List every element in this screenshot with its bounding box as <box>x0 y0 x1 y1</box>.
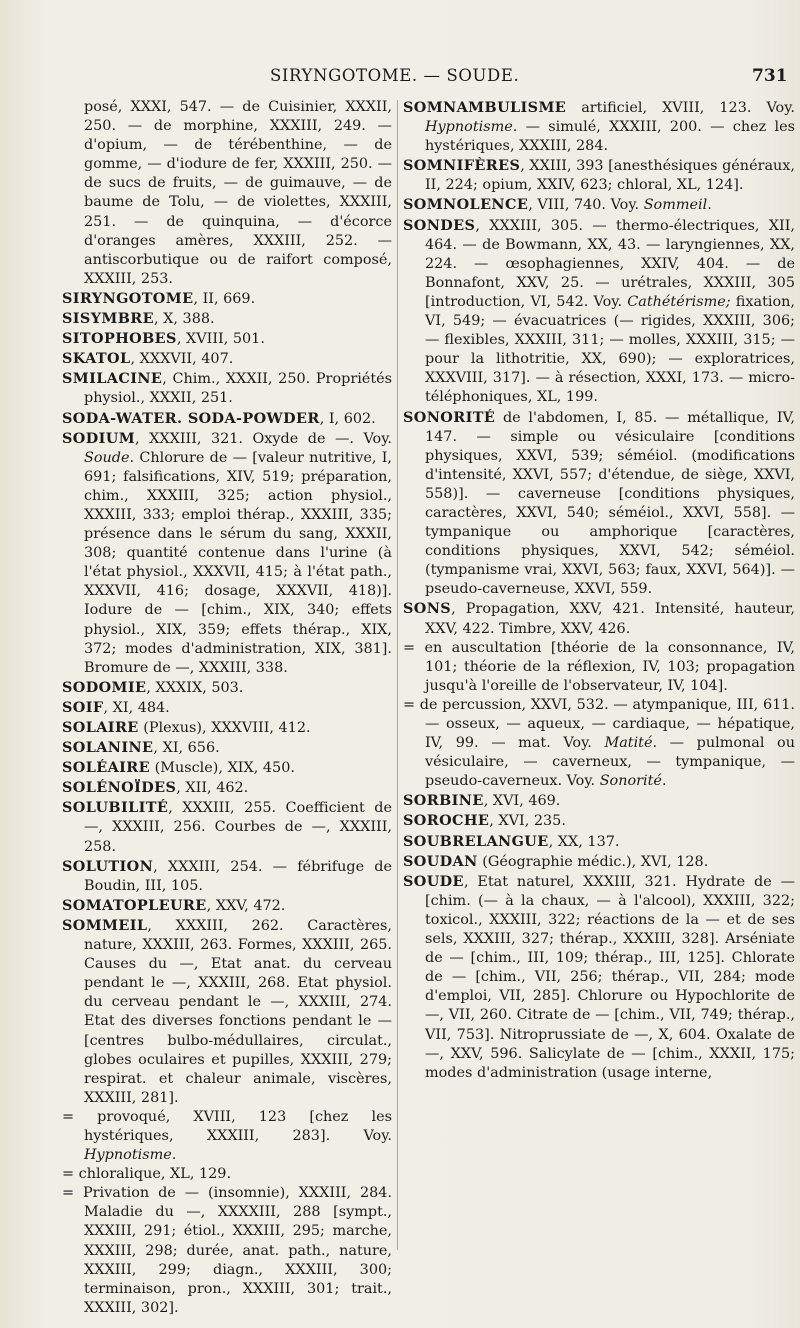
index-entry <box>62 857 392 896</box>
entry-headword: SOROCHE <box>403 812 490 830</box>
entry-text: , X, 388. <box>154 311 215 328</box>
entry-headword: SOLUTION <box>62 857 154 875</box>
index-entry <box>403 832 795 852</box>
entry-text: . <box>171 1147 177 1164</box>
entry-text: (Muscle), XIX, 450. <box>150 760 295 777</box>
page-header <box>0 66 800 90</box>
index-entry <box>403 156 795 195</box>
entry-text: , XXXIX, 503. <box>146 679 244 696</box>
entry-headword: SOMMEIL <box>62 916 148 934</box>
entry-text: , XXXVII, 407. <box>130 351 234 368</box>
running-title: SIRYNGOTOME. — SOUDE. <box>270 66 520 85</box>
entry-text: artificiel, XVIII, 123. Voy. <box>566 100 795 116</box>
entry-text: (Géographie médic.), XVI, 128. <box>477 853 709 870</box>
index-entry <box>62 429 392 678</box>
entry-text: fixation, VI, 549; — évacuatrices (— rigides, XXXIII, 306; — flexibles, XXXIII, 311; — molles, XXXIII, 315; — pour la lithotritie, XX, 690); — exploratrices, XXXVIII, 317]. — à résection, XXXI, 173. — micro-téléphoniques, XL, 199. <box>425 293 795 406</box>
index-entry <box>62 678 392 698</box>
entry-headword: SONORITÉ <box>403 408 496 426</box>
entry-text: . <box>661 773 667 790</box>
entry-text: = de percussion, XXVI, 532. — atympanique, III, 611. — osseux, — aqueux, — cardiaque, — hépatique, IV, 99. — mat. Voy. <box>403 696 795 752</box>
index-entry <box>403 872 795 1083</box>
entry-text: , XI, 656. <box>153 740 220 757</box>
index-entry <box>62 349 392 369</box>
index-entry <box>62 698 392 718</box>
index-entry <box>62 1108 392 1165</box>
entry-headword: SONS <box>403 600 452 618</box>
entry-text: , VIII, 740. Voy. <box>528 197 644 214</box>
entry-headword: SODOMIE <box>62 678 147 696</box>
entry-text: , XXXIII, 254. — fébrifuge de Boudin, III, 105. <box>84 858 392 894</box>
entry-text: , XI, 484. <box>103 699 170 716</box>
entry-headword: SOLUBILITÉ <box>62 799 169 817</box>
index-entry <box>403 852 795 872</box>
entry-headword: SIRYNGOTOME <box>62 289 194 307</box>
index-entry <box>403 599 795 638</box>
entry-text: , XXXIII, 305. — thermo-électriques, XII, 464. — de Bowmann, XX, 43. — laryngiennes, XX, 224. — œsophagiennes, XXIV, 404. — de Bonnafont, XXV, 25. — urétrales, XXXIII, 305 [introduction, VI, 542. Voy. <box>425 217 795 310</box>
entry-text: . — simulé, XXXIII, 200. — chez les hystériques, XXXIII, 284. <box>425 119 795 155</box>
page-number: 731 <box>752 66 788 86</box>
entry-headword: SODIUM <box>62 429 136 447</box>
entry-text: (Plexus), XXXVIII, 412. <box>138 720 311 736</box>
entry-text: = provoqué, XVIII, 123 [chez les hystériques, XXXIII, 283]. Voy. <box>62 1108 392 1144</box>
entry-headword: SOLÉNOÏDES <box>62 779 177 797</box>
entry-headword: SKATOL <box>62 350 131 368</box>
index-entry <box>62 1184 392 1318</box>
entry-headword: SOMNAMBULISME <box>403 99 567 116</box>
entry-headword: SONDES <box>403 216 476 234</box>
entry-text: . Chlorure de — [valeur nutritive, I, 691; falsifications, XIV, 519; préparation, chim., XXXIII, 325; action physiol., XXXIII, 333; emploi thérap., XXXIII, 335; présence dans le sérum du sang, XXXII, 308; quantité contenue dans l'urine (à l'état physiol., XXXVII, 415; à l'état path., XXXVII, 416; dosage, XXXVII, 418)]. Iodure de — [chim., XIX, 340; effets physiol., XIX, 359; effets thérap., XIX, 372; modes d'administration, XIX, 381]. Bromure de —, XXXIII, 338. <box>84 449 392 676</box>
entry-text: de l'abdomen, I, 85. — métallique, IV, 147. — simple ou vésiculaire [conditions physiques, XXVI, 539; séméiol. (modifications d'intensité, XXVI, 557; d'étendue, de siège, XXVI, 558)]. — caverneuse [conditions physiques, caractères, XXVI, 540; séméiol., XXVI, 558]. — tympanique ou amphorique [caractères, conditions physiques, XXVI, 542; séméiol. (tympanisme vrai, XXVI, 563; faux, XXVI, 564)]. — pseudo-caverneuse, XXVI, 559. <box>425 409 795 598</box>
entry-text: , XXIII, 393 [anesthésiques généraux, II, 224; opium, XXIV, 623; chloral, XL, 124]. <box>425 158 795 194</box>
entry-text: , Propagation, XXV, 421. Intensité, hauteur, XXV, 422. Timbre, XXV, 426. <box>425 601 795 637</box>
entry-text: . — pulmonal ou vésiculaire, — caverneux, — tympanique, — pseudo-caverneux. Voy. <box>425 735 795 790</box>
index-entry <box>62 896 392 916</box>
index-entry <box>62 98 392 289</box>
entry-headword: SORBINE <box>403 792 484 810</box>
index-entry <box>403 696 795 791</box>
index-entry <box>62 738 392 758</box>
index-entry <box>62 409 392 429</box>
cross-reference: Sommeil <box>643 197 708 214</box>
entry-text: posé, XXXI, 547. — de Cuisinier, XXXII, 250. — de morphine, XXXIII, 249. — d'opium, — de térébenthine, — de gomme, — d'iodure de fer, XXXIII, 250. — de sucs de fruits, — de guimauve, — de baume de Tolu, — de violettes, XXXIII, 251. — de quinquina, — d'écorce d'oranges amères, XXXIII, 252. — antiscorbutique ou de raifort composé, XXXIII, 253. <box>84 99 392 287</box>
right-column <box>403 98 795 1083</box>
index-entry <box>403 98 795 156</box>
cross-reference: Hypnotisme <box>84 1147 172 1164</box>
entry-headword: SOLAIRE <box>62 719 139 736</box>
entry-text: , XXV, 472. <box>206 897 286 914</box>
cross-reference: Sonorité <box>599 773 662 790</box>
entry-text: , II, 669. <box>193 290 256 307</box>
entry-text: , XX, 137. <box>548 833 620 850</box>
entry-headword: SISYMBRE <box>62 310 155 328</box>
entry-text: , XVIII, 501. <box>176 331 265 348</box>
entry-text: , XXXIII, 255. Coefficient de —, XXXIII, 256. Courbes de —, XXXIII, 258. <box>84 800 392 855</box>
entry-text: = Privation de — (insomnie), XXXIII, 284. Maladie du —, XXXXIII, 288 [sympt., XXXIII, 291; étiol., XXXIII, 295; marche, XXXIII, 298; durée, anat. path., nature, XXXIII, 299; diagn., XXXIII, 300; terminaison, pron., XXXIII, 301; trait., XXXIII, 302]. <box>62 1185 392 1316</box>
entry-headword: SOUDAN <box>403 852 478 870</box>
index-entry <box>403 639 795 696</box>
index-entry <box>62 329 392 349</box>
entry-text: , XII, 462. <box>176 780 249 797</box>
entry-headword: SOUDE <box>403 872 464 890</box>
index-entry <box>62 369 392 408</box>
entry-headword: SOIF <box>62 698 104 716</box>
entry-headword: SOMNOLENCE <box>403 196 529 214</box>
entry-text: , XXXIII, 321. Oxyde de —. Voy. <box>135 430 392 447</box>
entry-text: = chloralique, XL, 129. <box>62 1166 232 1183</box>
index-entry <box>62 758 392 778</box>
entry-headword: SOLÉAIRE <box>62 759 151 777</box>
index-entry <box>62 778 392 798</box>
entry-headword: SOLANINE <box>62 739 154 757</box>
entry-text: , XVI, 469. <box>483 793 561 810</box>
index-entry <box>62 1165 392 1184</box>
entry-headword: SITOPHOBES <box>62 330 177 348</box>
index-entry <box>62 798 392 856</box>
entry-headword: SOMNIFÈRES <box>403 157 521 175</box>
index-entry <box>403 195 795 215</box>
cross-reference: Hypnotisme <box>425 119 513 136</box>
entry-text: , I, 602. <box>319 410 376 427</box>
index-entry <box>403 408 795 600</box>
entry-text: , XVI, 235. <box>489 813 566 830</box>
entry-headword: SODA-WATER. SODA-POWDER <box>62 409 320 427</box>
index-entry <box>403 791 795 811</box>
entry-text: , Etat naturel, XXXIII, 321. Hydrate de — [chim. (— à la chaux, — à l'alcool), XXXIII, 322; toxicol., XXXIII, 322; réactions de la — et de ses sels, XXXIII, 327; thérap., XXXIII, 328]. Arséniate de — [chim., III, 109; thérap., III, 125]. Chlorate de — [chim., VII, 256; thérap., VII, 284; mode d'emploi, VII, 285]. Chlorure ou Hypochlorite de —, VII, 260. Citrate de — [chim., VII, 749; thérap., VII, 753]. Nitroprussiate de —, X, 604. Oxalate de —, XXV, 596. Salicylate de — [chim., XXXII, 175; modes d'administration (usage interne, <box>425 873 795 1081</box>
cross-reference: Cathétérisme; <box>627 293 731 310</box>
entry-text: , Chim., XXXII, 250. Propriétés physiol., XXXII, 251. <box>84 371 392 407</box>
left-column <box>62 98 392 1318</box>
entry-text: , XXXIII, 262. Caractères, nature, XXXIII, 263. Formes, XXXIII, 265. Causes du —, Etat anat. du cerveau pendant le —, XXXIII, 268. Etat physiol. du cerveau pendant le —, XXXIII, 274. Etat des diverses fonctions pendant le — [centres bulbo-médullaires, circulat., globes oculaires et pupilles, XXXIII, 279; respirat. et chaleur animale, viscères, XXXIII, 281]. <box>84 917 392 1106</box>
index-entry <box>62 289 392 309</box>
cross-reference: Soude <box>84 449 130 466</box>
index-entry <box>403 216 795 408</box>
cross-reference: Matité <box>604 735 653 752</box>
index-entry <box>403 811 795 831</box>
index-entry <box>62 309 392 329</box>
entry-headword: SOMATOPLEURE <box>62 896 207 914</box>
index-entry <box>62 916 392 1108</box>
entry-text: = en auscultation [théorie de la consonnance, IV, 101; théorie de la réflexion, IV, 103; propagation jusqu'à l'oreille de l'observateur, IV, 104]. <box>403 639 795 694</box>
index-entry <box>62 718 392 738</box>
column-divider <box>397 100 398 1250</box>
entry-headword: SOUBRELANGUE <box>403 832 549 850</box>
entry-headword: SMILACINE <box>62 370 163 388</box>
entry-text: . <box>707 197 712 214</box>
